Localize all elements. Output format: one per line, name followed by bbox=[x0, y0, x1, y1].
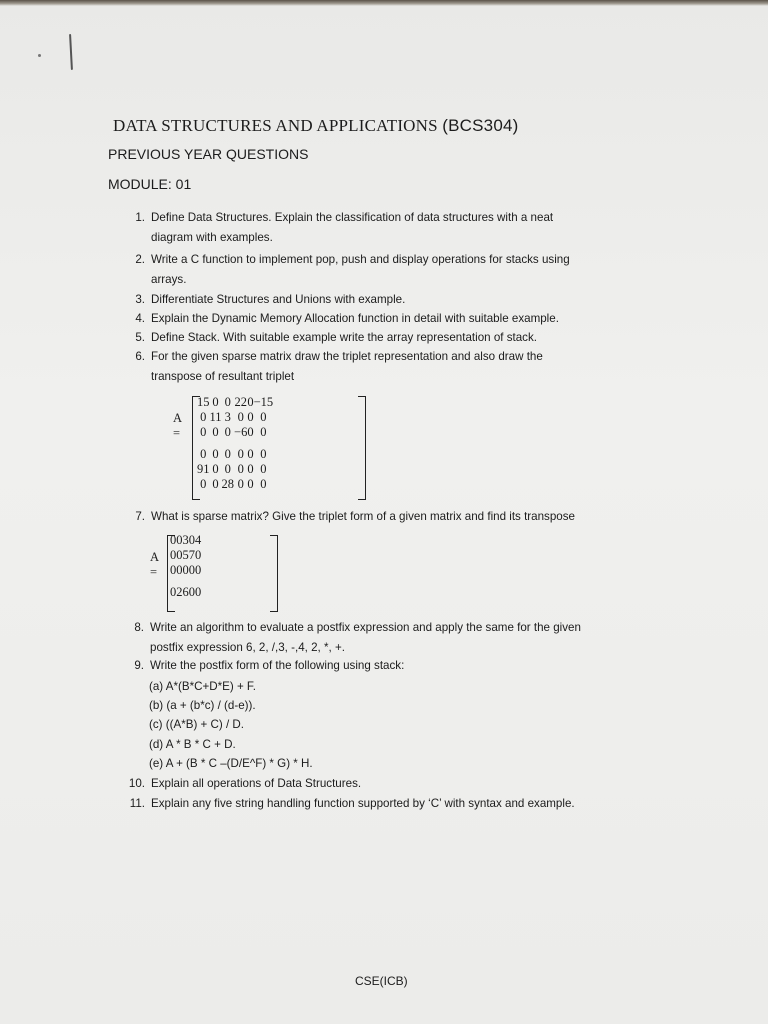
pencil-mark bbox=[69, 34, 73, 70]
question-number: 6. bbox=[135, 350, 145, 363]
question-text-cont: arrays. bbox=[151, 272, 187, 286]
matrix-cell: 0 bbox=[237, 477, 244, 491]
matrix-cell: 0 bbox=[224, 462, 231, 476]
matrix-cell: 0 bbox=[224, 447, 231, 461]
footer-department: CSE(ICB) bbox=[355, 974, 408, 988]
matrix-row bbox=[170, 533, 201, 548]
matrix-row bbox=[197, 440, 273, 462]
question-text-cont: postfix expression 6, 2, /,3, -,4, 2, *, +. bbox=[150, 640, 345, 654]
matrix-cell: 0 bbox=[182, 563, 189, 577]
matrix-cell: 0 bbox=[195, 563, 202, 577]
matrix-grid bbox=[170, 533, 201, 600]
question-number: 7. bbox=[135, 510, 145, 523]
question-text-cont: diagram with examples. bbox=[151, 230, 273, 244]
matrix-row bbox=[197, 462, 273, 477]
matrix-cell: 0 bbox=[247, 410, 254, 424]
matrix-cell: 0 bbox=[176, 548, 183, 562]
question-2 bbox=[135, 250, 570, 289]
matrix-bracket-right bbox=[358, 396, 366, 500]
matrix-cell: 91 bbox=[197, 462, 210, 476]
matrix-cell: 0 bbox=[212, 425, 219, 439]
matrix-cell: 0 bbox=[247, 462, 254, 476]
title-text: DATA STRUCTURES AND APPLICATIONS bbox=[113, 116, 438, 135]
matrix-row bbox=[197, 410, 273, 425]
question-number: 2. bbox=[135, 253, 145, 266]
question-text: For the given sparse matrix draw the triplet representation and also draw the bbox=[151, 350, 543, 363]
matrix-cell: 0 bbox=[237, 462, 244, 476]
question-text: Explain any five string handling function supported by ‘C’ with syntax and example. bbox=[151, 797, 575, 810]
page-top-edge bbox=[0, 0, 768, 6]
matrix-cell: −6 bbox=[234, 425, 248, 439]
matrix-cell: 3 bbox=[182, 533, 189, 547]
matrix-cell: 0 bbox=[200, 425, 207, 439]
q9-part-c: (c) ((A*B) + C) / D. bbox=[149, 718, 245, 731]
module-heading: MODULE: 01 bbox=[108, 176, 192, 192]
question-number: 3. bbox=[135, 293, 145, 306]
matrix-label: A = bbox=[173, 411, 182, 440]
matrix-cell: −15 bbox=[253, 395, 274, 409]
question-text: Write an algorithm to evaluate a postfix expression and apply the same for the given bbox=[150, 621, 581, 634]
question-number: 9. bbox=[134, 659, 144, 672]
question-8 bbox=[134, 618, 581, 657]
question-1 bbox=[135, 208, 554, 247]
subtitle: PREVIOUS YEAR QUESTIONS bbox=[108, 146, 309, 162]
matrix-row bbox=[197, 425, 273, 440]
matrix-cell: 2 bbox=[176, 585, 183, 599]
matrix-cell: 0 bbox=[247, 395, 254, 409]
matrix-cell: 0 bbox=[260, 425, 267, 439]
matrix-cell: 0 bbox=[170, 548, 177, 562]
matrix-cell: 0 bbox=[212, 447, 219, 461]
question-number: 4. bbox=[135, 312, 145, 325]
matrix-cell: 6 bbox=[182, 585, 189, 599]
matrix-label: A = bbox=[150, 550, 159, 579]
matrix-cell: 0 bbox=[212, 395, 219, 409]
question-5 bbox=[135, 328, 537, 348]
question-9 bbox=[134, 656, 405, 676]
question-text: Differentiate Structures and Unions with example. bbox=[151, 293, 406, 306]
course-code: (BCS304) bbox=[442, 116, 519, 135]
matrix-cell: 0 bbox=[188, 585, 195, 599]
question-text: Define Data Structures. Explain the classification of data structures with a neat bbox=[151, 211, 554, 224]
matrix-cell: 0 bbox=[224, 395, 231, 409]
matrix-cell: 0 bbox=[224, 425, 231, 439]
matrix-cell: 22 bbox=[234, 395, 247, 409]
matrix-cell: 0 bbox=[200, 447, 207, 461]
question-text-cont: transpose of resultant triplet bbox=[151, 369, 295, 383]
question-number: 11. bbox=[129, 797, 145, 810]
matrix-cell: 15 bbox=[197, 395, 210, 409]
question-10 bbox=[128, 774, 362, 794]
matrix-cell: 0 bbox=[170, 585, 177, 599]
question-text: Write the postfix form of the following using stack: bbox=[150, 659, 405, 672]
question-number: 1. bbox=[135, 211, 145, 224]
matrix-cell: 11 bbox=[209, 410, 222, 424]
matrix-row bbox=[170, 578, 201, 600]
matrix-cell: 0 bbox=[200, 477, 207, 491]
matrix-cell: 3 bbox=[224, 410, 231, 424]
matrix-cell: 0 bbox=[260, 410, 267, 424]
matrix-cell: 0 bbox=[247, 477, 254, 491]
q9-part-d: (d) A * B * C + D. bbox=[149, 738, 236, 751]
matrix-cell: 0 bbox=[212, 462, 219, 476]
matrix-cell: 4 bbox=[195, 533, 202, 547]
question-number: 10. bbox=[128, 777, 145, 790]
q9-part-a: (a) A*(B*C+D*E) + F. bbox=[149, 680, 256, 693]
matrix-cell: 0 bbox=[195, 585, 202, 599]
matrix-row bbox=[197, 477, 273, 492]
question-text: What is sparse matrix? Give the triplet form of a given matrix and find its transpose bbox=[151, 510, 575, 523]
matrix-cell: 0 bbox=[170, 563, 177, 577]
question-number: 8. bbox=[134, 621, 144, 634]
matrix-cell: 0 bbox=[212, 477, 219, 491]
matrix-cell: 0 bbox=[260, 447, 267, 461]
matrix-row bbox=[170, 563, 201, 578]
matrix-cell: 0 bbox=[237, 410, 244, 424]
matrix-cell: 0 bbox=[176, 533, 183, 547]
matrix-row bbox=[197, 395, 273, 410]
matrix-cell: 0 bbox=[260, 477, 267, 491]
matrix-cell: 5 bbox=[182, 548, 189, 562]
question-number: 5. bbox=[135, 331, 145, 344]
question-text: Explain all operations of Data Structures. bbox=[151, 777, 362, 790]
question-text: Define Stack. With suitable example write the array representation of stack. bbox=[151, 331, 537, 344]
question-11 bbox=[129, 794, 575, 814]
question-3 bbox=[135, 290, 406, 310]
q9-part-b: (b) (a + (b*c) / (d-e)). bbox=[149, 699, 256, 712]
matrix-bracket-right bbox=[270, 535, 278, 612]
question-4 bbox=[135, 309, 559, 329]
matrix-cell: 0 bbox=[176, 563, 183, 577]
matrix-cell: 28 bbox=[221, 477, 235, 491]
q9-part-e: (e) A + (B * C –(D/E^F) * G) * H. bbox=[149, 757, 313, 770]
matrix-cell: 7 bbox=[188, 548, 195, 562]
question-7 bbox=[135, 507, 575, 527]
matrix-cell: 0 bbox=[200, 410, 207, 424]
question-text: Write a C function to implement pop, push and display operations for stacks using bbox=[151, 253, 570, 266]
matrix-grid bbox=[197, 395, 273, 492]
matrix-cell: 0 bbox=[237, 447, 244, 461]
matrix-cell: 0 bbox=[247, 425, 254, 439]
question-6 bbox=[135, 347, 543, 386]
matrix-cell: 0 bbox=[195, 548, 202, 562]
matrix-row bbox=[170, 548, 201, 563]
matrix-cell: 0 bbox=[170, 533, 177, 547]
matrix-cell: 0 bbox=[188, 563, 195, 577]
matrix-cell: 0 bbox=[247, 447, 254, 461]
dot-mark bbox=[38, 54, 41, 57]
matrix-cell: 0 bbox=[260, 462, 267, 476]
matrix-cell: 0 bbox=[188, 533, 195, 547]
document-title bbox=[113, 116, 519, 136]
question-text: Explain the Dynamic Memory Allocation function in detail with suitable example. bbox=[151, 312, 559, 325]
